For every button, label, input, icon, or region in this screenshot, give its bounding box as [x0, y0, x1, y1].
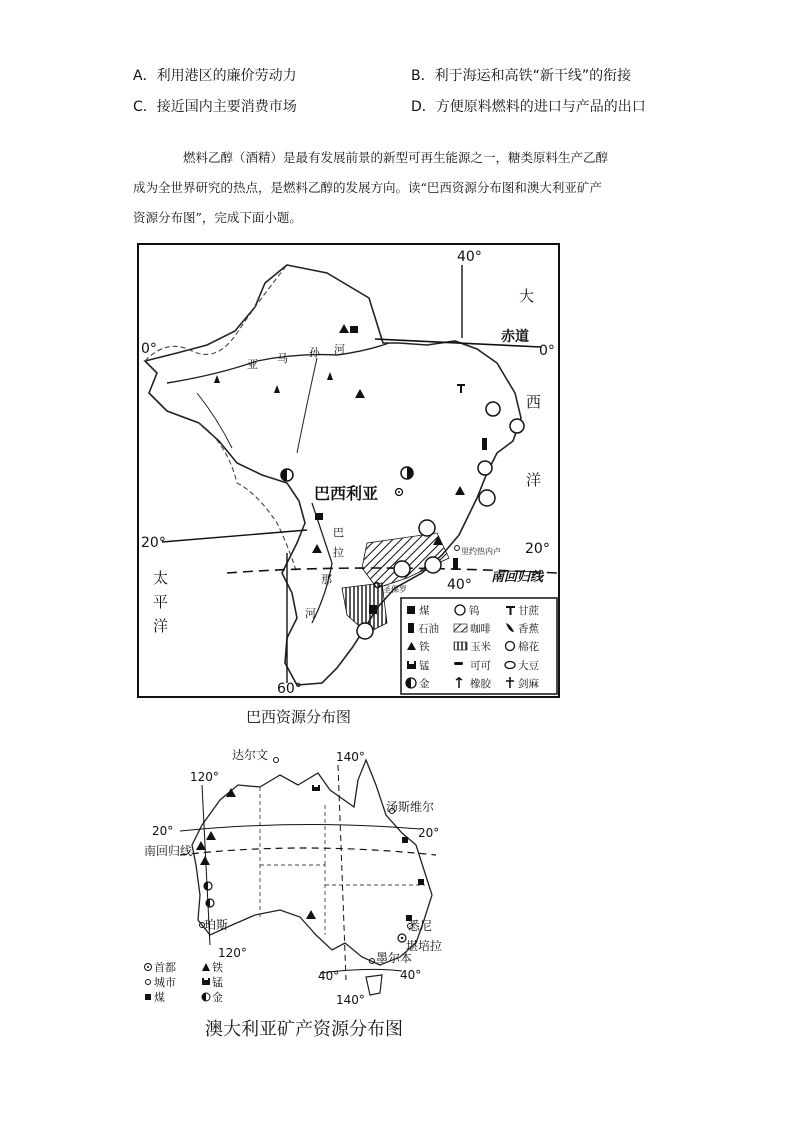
label-townsville: 汤斯维尔	[386, 800, 435, 814]
label-canberra: 堪培拉	[406, 939, 443, 953]
label-perth: 珀斯	[204, 918, 229, 932]
brazil-resource-map	[137, 243, 560, 698]
cocoa-icon	[454, 662, 463, 665]
label-lat20-right: 20°	[525, 541, 550, 557]
label-tropic: 南回归线	[491, 570, 544, 585]
legend-coal: 煤	[419, 605, 430, 617]
australia-map-caption: 澳大利亚矿产资源分布图	[205, 1019, 403, 1040]
label-atlantic-2: 西	[526, 393, 542, 411]
brazil-map-caption: 巴西资源分布图	[246, 708, 352, 726]
meridian-140	[338, 765, 346, 980]
label-sydney: 悉尼	[408, 919, 433, 933]
label-lon140-top: 140°	[336, 750, 365, 764]
legend-sisal: 剑麻	[518, 678, 539, 690]
legend-iron: 铁	[419, 641, 430, 653]
legend-rubber: 橡胶	[470, 678, 491, 690]
label-amazon-4: 河	[334, 343, 345, 356]
iron-legend-icon	[202, 963, 210, 971]
legend-banana: 香蕉	[518, 623, 539, 635]
legend-capital: 首都	[154, 961, 176, 974]
label-lon120-bottom: 120°	[218, 946, 247, 960]
label-lat20-right: 20°	[418, 826, 440, 840]
label-atlantic-1: 大	[519, 287, 535, 305]
passage-line-2: 成为全世界研究的热点，是燃料乙醇的发展方向。读“巴西资源分布图和澳大利亚矿产	[133, 180, 602, 195]
legend-manganese: 锰	[212, 976, 223, 989]
oil-icon	[408, 623, 414, 633]
label-rio: 里约热内卢	[461, 547, 501, 556]
label-melbourne: 墨尔本	[376, 951, 413, 965]
legend-coal: 煤	[154, 991, 165, 1004]
label-lat20-left: 20°	[141, 535, 166, 551]
manganese-legend-icon	[202, 978, 210, 985]
label-lon140-bottom: 140°	[336, 993, 365, 1007]
brazil-legend	[401, 598, 557, 694]
option-c: C．接近国内主要消费市场	[133, 99, 297, 115]
tropic-line	[180, 848, 436, 855]
legend-cotton: 棉花	[518, 641, 539, 653]
darwin-city-icon	[274, 758, 279, 763]
label-equator: 赤道	[501, 329, 529, 345]
label-amazon-3: 孙	[309, 346, 320, 359]
legend-city: 城市	[154, 976, 176, 989]
coffee-icon	[454, 624, 467, 632]
label-amazon-2: 马	[277, 352, 288, 365]
label-pacific-2: 平	[153, 593, 169, 611]
label-pacific-1: 太	[153, 569, 169, 587]
label-lat40-right: 40°	[400, 968, 422, 982]
option-b: B．利于海运和高铁“新干线”的衔接	[411, 68, 632, 84]
label-lon120-top: 120°	[190, 770, 219, 784]
legend-iron: 铁	[212, 961, 223, 974]
label-atlantic-3: 洋	[526, 471, 542, 489]
australia-mineral-map	[140, 745, 450, 1015]
coal-icon	[407, 606, 415, 614]
label-parana-2: 拉	[333, 546, 344, 559]
parallel-20	[180, 824, 420, 831]
label-brasilia: 巴西利亚	[314, 484, 379, 503]
label-saopaulo: 圣保罗	[383, 585, 407, 594]
label-amazon-1: 亚	[247, 358, 258, 371]
tasmania-outline	[366, 975, 382, 995]
legend-cocoa: 可可	[470, 660, 491, 672]
label-parana-4: 河	[305, 607, 316, 620]
legend-manganese: 锰	[419, 660, 430, 672]
label-lon60: 60°	[277, 681, 302, 697]
legend-corn: 玉米	[470, 641, 491, 653]
legend-sugarcane: 甘蔗	[518, 605, 539, 617]
legend-gold: 金	[419, 678, 430, 690]
label-tropic: 南回归线	[144, 844, 193, 858]
coal-legend-icon	[145, 994, 151, 1000]
australia-legend	[145, 960, 224, 1004]
label-lat40-bottom: 40°	[447, 577, 472, 593]
city-legend-icon	[146, 980, 151, 985]
legend-tungsten: 钨	[469, 605, 480, 617]
legend-gold: 金	[212, 991, 223, 1004]
legend-coffee: 咖啡	[470, 623, 491, 635]
label-pacific-3: 洋	[153, 617, 169, 635]
corn-icon	[454, 642, 467, 650]
legend-oil: 石油	[418, 623, 439, 635]
label-lat40-left: 40°	[318, 969, 340, 983]
option-d: D．方便原料燃料的进口与产品的出口	[411, 99, 646, 115]
passage-line-3: 资源分布图”，完成下面小题。	[133, 210, 302, 225]
label-darwin: 达尔文	[232, 748, 269, 762]
legend-soybean: 大豆	[518, 660, 539, 672]
label-parana-1: 巴	[333, 526, 344, 539]
label-lon40: 40°	[457, 249, 482, 265]
option-a: A．利用港区的廉价劳动力	[133, 68, 297, 84]
label-parana-3: 那	[321, 573, 332, 586]
label-lat20-left: 20°	[152, 824, 174, 838]
label-lat0-right: 0°	[539, 343, 555, 359]
passage-line-1: 燃料乙醇（酒精）是最有发展前景的新型可再生能源之一，糖类原料生产乙醇	[183, 150, 609, 165]
label-lat0-left: 0°	[141, 341, 157, 357]
